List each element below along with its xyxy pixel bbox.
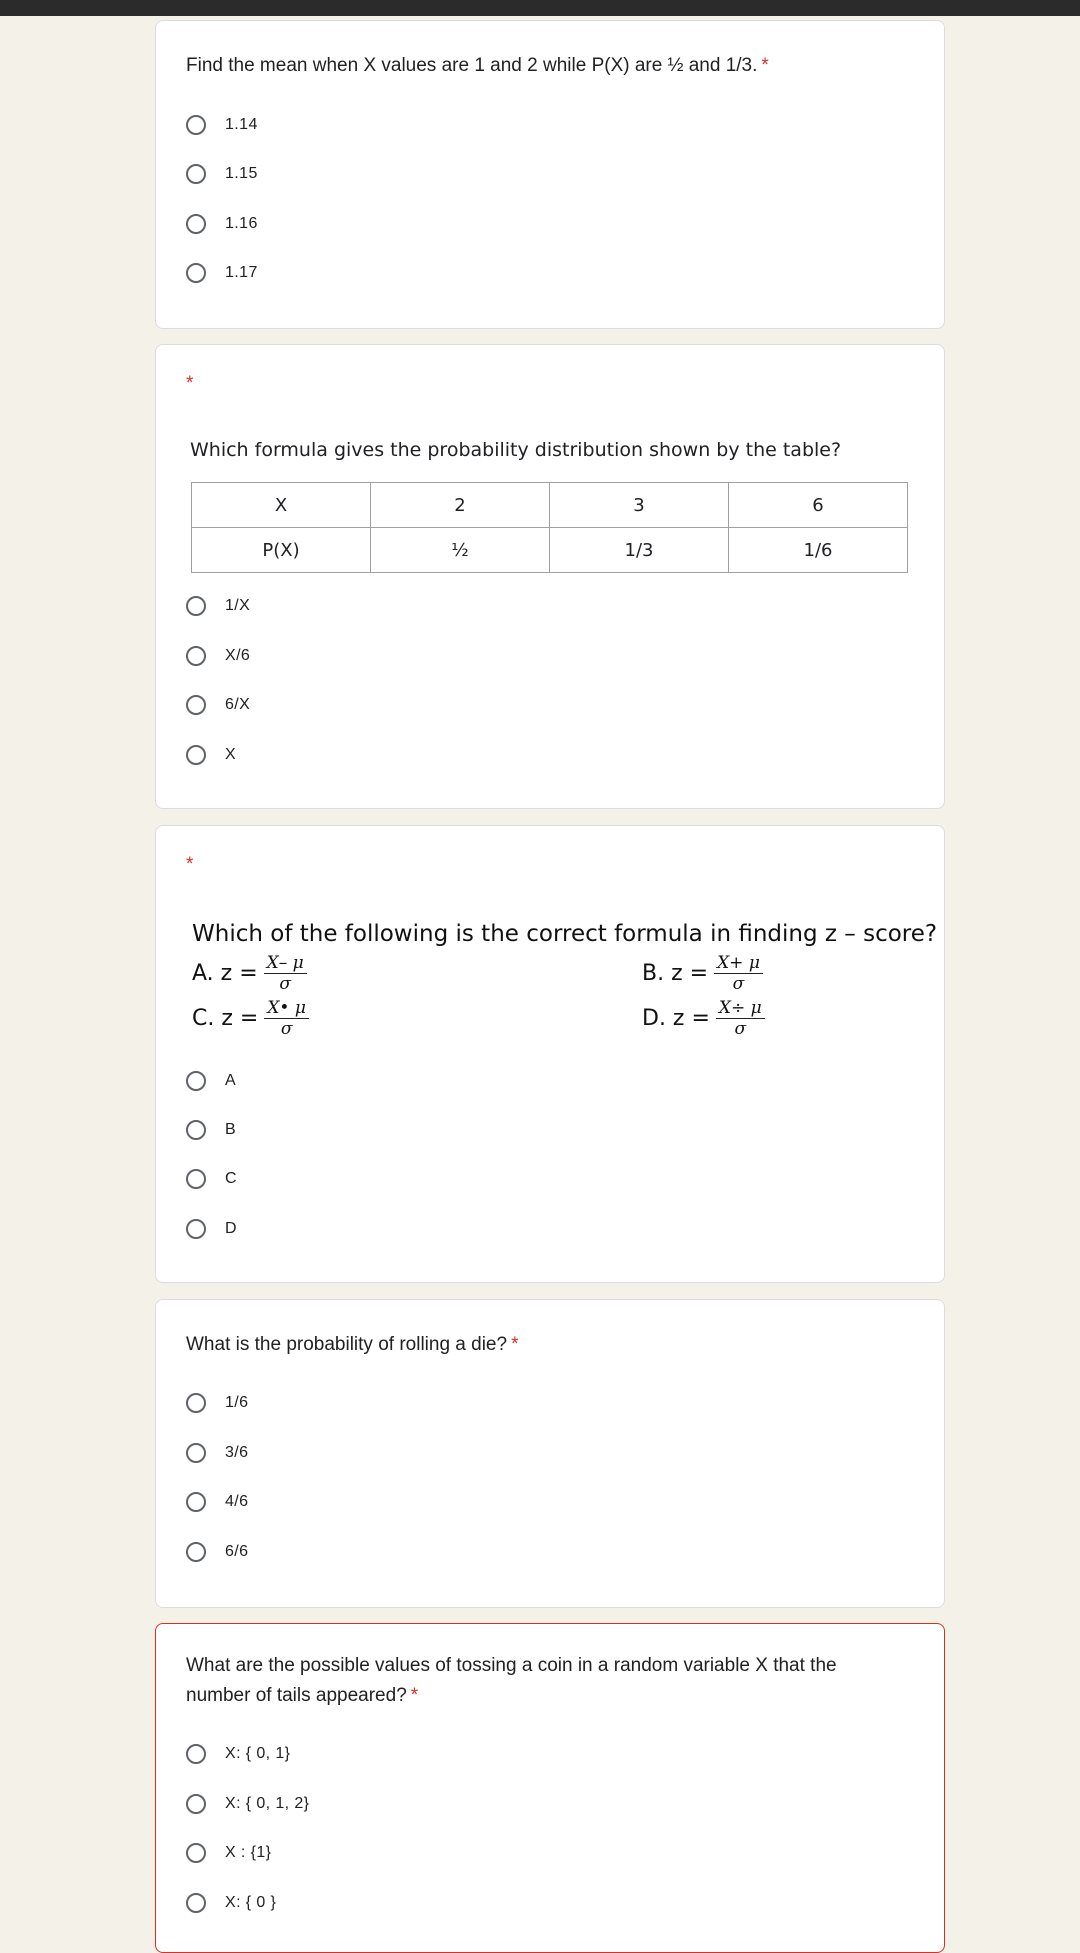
option-radio[interactable] — [186, 1839, 271, 1867]
option-label: 6/6 — [225, 1543, 249, 1560]
table-row — [192, 483, 908, 528]
question-card-distribution-table — [155, 344, 945, 809]
question-card-die — [155, 1299, 945, 1608]
radio-circle-icon[interactable] — [186, 1219, 206, 1239]
formula-c — [192, 998, 309, 1039]
table-cell: P(X) — [192, 528, 371, 573]
radio-circle-icon[interactable] — [186, 1492, 206, 1512]
option-radio[interactable] — [186, 592, 250, 620]
option-label: 6/X — [225, 696, 251, 713]
option-radio[interactable] — [186, 642, 250, 670]
radio-circle-icon[interactable] — [186, 115, 206, 135]
radio-circle-icon[interactable] — [186, 1843, 206, 1863]
option-radio[interactable] — [186, 1389, 248, 1417]
image-caption: Which of the following is the correct formula in finding z – score? — [192, 921, 938, 947]
option-radio[interactable] — [186, 1889, 276, 1917]
fraction — [264, 953, 307, 994]
table-row — [192, 528, 908, 573]
required-asterisk: * — [186, 854, 194, 875]
option-label: 4/6 — [225, 1493, 249, 1510]
option-label: X: { 0, 1, 2} — [225, 1795, 310, 1812]
option-radio[interactable] — [186, 1790, 309, 1818]
radio-circle-icon[interactable] — [186, 695, 206, 715]
question-title: What are the possible values of tossing a coin in a random variable X that the number of tails appeared? * — [186, 1655, 837, 1706]
option-radio[interactable] — [186, 210, 258, 238]
option-label: D — [225, 1220, 237, 1237]
radio-circle-icon[interactable] — [186, 1794, 206, 1814]
option-radio[interactable] — [186, 1116, 236, 1144]
radio-circle-icon[interactable] — [186, 214, 206, 234]
option-radio[interactable] — [186, 1538, 248, 1566]
formula-d — [642, 998, 765, 1039]
formula-label: A. z = — [192, 961, 258, 986]
option-radio[interactable] — [186, 1165, 237, 1193]
radio-circle-icon[interactable] — [186, 263, 206, 283]
fraction — [264, 998, 309, 1039]
probability-table — [191, 482, 908, 573]
option-label: X — [225, 746, 237, 763]
table-cell: 2 — [371, 483, 550, 528]
table-cell: X — [192, 483, 371, 528]
table-cell: 1/6 — [729, 528, 908, 573]
radio-circle-icon[interactable] — [186, 1120, 206, 1140]
option-label: 1.15 — [225, 165, 258, 182]
option-radio[interactable] — [186, 111, 258, 139]
option-label: 3/6 — [225, 1444, 249, 1461]
question-title: Find the mean when X values are 1 and 2 while P(X) are ½ and 1/3. * — [186, 55, 769, 76]
denominator: σ — [734, 1019, 747, 1039]
required-asterisk: * — [511, 1334, 519, 1355]
question-title: What is the probability of rolling a die? * — [186, 1334, 519, 1355]
denominator: σ — [280, 1019, 293, 1039]
numerator: X÷ μ — [716, 998, 765, 1019]
radio-circle-icon[interactable] — [186, 1169, 206, 1189]
option-label: C — [225, 1170, 237, 1187]
image-caption: Which formula gives the probability distribution shown by the table? — [190, 439, 842, 461]
required-asterisk: * — [186, 373, 194, 394]
option-radio[interactable] — [186, 259, 258, 287]
option-label: X: { 0 } — [225, 1894, 277, 1911]
radio-circle-icon[interactable] — [186, 1542, 206, 1562]
numerator: X+ μ — [714, 953, 763, 974]
option-label: B — [225, 1121, 237, 1138]
option-radio[interactable] — [186, 691, 250, 719]
denominator: σ — [732, 974, 745, 994]
option-label: 1/X — [225, 597, 251, 614]
formula-label: D. z = — [642, 1006, 710, 1031]
option-radio[interactable] — [186, 1488, 248, 1516]
question-card-z-score — [155, 825, 945, 1283]
formula-b — [642, 953, 763, 994]
required-asterisk: * — [761, 55, 769, 76]
radio-circle-icon[interactable] — [186, 596, 206, 616]
option-radio[interactable] — [186, 1439, 248, 1467]
formula-label: C. z = — [192, 1006, 259, 1031]
table-cell: ½ — [371, 528, 550, 573]
radio-circle-icon[interactable] — [186, 1393, 206, 1413]
radio-circle-icon[interactable] — [186, 1071, 206, 1091]
radio-circle-icon[interactable] — [186, 745, 206, 765]
required-asterisk: * — [410, 1685, 419, 1706]
table-cell: 3 — [550, 483, 729, 528]
table-cell: 6 — [729, 483, 908, 528]
option-radio[interactable] — [186, 1740, 290, 1768]
radio-circle-icon[interactable] — [186, 1443, 206, 1463]
option-label: A — [225, 1072, 237, 1089]
option-radio[interactable] — [186, 741, 236, 769]
option-label: X/6 — [225, 647, 251, 664]
option-label: X: { 0, 1} — [225, 1745, 291, 1762]
question-card-coin-toss — [155, 1623, 945, 1953]
option-label: 1.16 — [225, 215, 258, 232]
radio-circle-icon[interactable] — [186, 1744, 206, 1764]
radio-circle-icon[interactable] — [186, 1893, 206, 1913]
option-label: X : {1} — [225, 1844, 272, 1861]
denominator: σ — [279, 974, 291, 994]
option-radio[interactable] — [186, 1067, 236, 1095]
formula-a — [192, 953, 307, 994]
browser-top-bar — [0, 0, 1080, 16]
radio-circle-icon[interactable] — [186, 164, 206, 184]
numerator: X– μ — [264, 953, 307, 974]
option-radio[interactable] — [186, 160, 258, 188]
option-radio[interactable] — [186, 1215, 237, 1243]
fraction — [714, 953, 763, 994]
fraction — [716, 998, 765, 1039]
question-card-mean — [155, 20, 945, 329]
radio-circle-icon[interactable] — [186, 646, 206, 666]
option-label: 1/6 — [225, 1394, 249, 1411]
option-label: 1.14 — [225, 116, 258, 133]
formula-label: B. z = — [642, 961, 709, 986]
table-cell: 1/3 — [550, 528, 729, 573]
option-label: 1.17 — [225, 264, 258, 281]
numerator: X• μ — [264, 998, 309, 1019]
